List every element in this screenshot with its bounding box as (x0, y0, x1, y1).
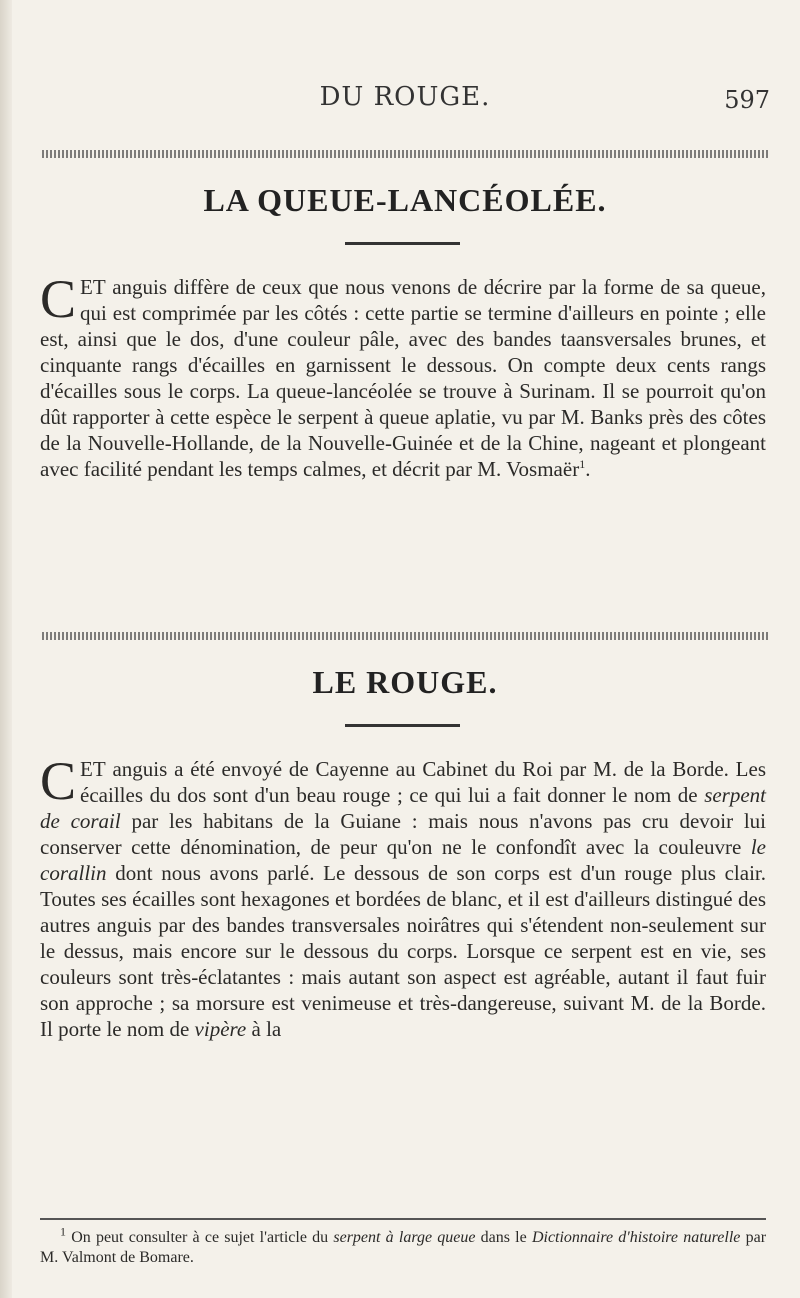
first-word-rest: ET (80, 757, 106, 781)
footnote-italic: Dictionnaire d'histoire naturelle (531, 1229, 741, 1246)
paragraph-text: par les habitans de la Guiane : mais nous n'avons pas cru devoir lui conserver cette dénomination, de peur qu'on ne le confondît avec la couleuvre (40, 809, 767, 859)
ornamental-rule-top (42, 150, 768, 158)
footnote-rule (40, 1218, 766, 1220)
ornamental-rule-middle (42, 632, 768, 640)
running-head (40, 82, 770, 122)
footnote-marker: 1 (60, 1224, 66, 1239)
title-rule (345, 242, 460, 245)
paragraph-queue-lanceolee (40, 269, 767, 482)
footnote (40, 1224, 767, 1268)
paragraph-text: anguis a été envoyé de Cayenne au Cabinet du Roi par M. de la Borde. Les écailles du dos sont d'un beau rouge ; ce qui lui a fait donner le nom de (80, 757, 767, 807)
footnote-text: dans le (480, 1229, 527, 1246)
page-binding-edge (0, 0, 12, 1298)
page-number: 597 (724, 86, 770, 114)
drop-cap: C (40, 751, 77, 811)
section-title-queue-lanceolee: LA QUEUE-LANCÉOLÉE. (203, 182, 607, 218)
paragraph-text: dont nous avons parlé. Le dessous de son corps est d'un rouge plus clair. Toutes ses écailles sont hexagones et bordées de blanc, et il est d'ailleurs distingué des autres anguis par des bandes transversales noirâtres qui s'étendent non-seulement sur le dessus, mais encore sur le dessous du corps. Lorsque ce serpent est en vie, ses couleurs sont très-éclatantes : mais autant son aspect est agréable, autant il faut fuir son approche ; sa morsure est venimeuse et très-dangereuse, suivant M. de la Borde. Il porte le nom de (40, 861, 767, 1041)
footnote-text: On peut consulter à ce sujet l'article du (71, 1229, 329, 1246)
footnote-text: par M. Valmont de Bomare. (40, 1229, 767, 1266)
italic-term: serpent de corail (40, 783, 767, 833)
footnote-reference: 1 (579, 457, 586, 471)
footnote-italic: serpent à large queue (333, 1229, 476, 1246)
running-title: DU ROUGE. (319, 82, 491, 112)
italic-term: vipère (194, 1017, 247, 1041)
paragraph-text: à la (251, 1017, 282, 1041)
section-title-le-rouge: LE ROUGE. (312, 664, 498, 700)
paragraph-le-rouge (40, 751, 767, 1042)
first-word-rest: ET (80, 275, 106, 299)
title-rule (345, 724, 460, 727)
italic-term: le corallin (40, 835, 766, 885)
paragraph-end: . (585, 457, 591, 481)
drop-cap: C (40, 269, 77, 329)
book-page (40, 0, 770, 1298)
paragraph-text: anguis diffère de ceux que nous venons de décrire par la forme de sa queue, qui est comprimée par les côtés : cette partie se termine d'ailleurs en pointe ; elle est, ainsi que le dos, d'une couleur pâle, avec des bandes taansversales brunes, et cinquante rangs d'écailles en garnissent le dessous. On compte deux cents rangs d'écailles sous le corps. La queue-lancéolée se trouve à Surinam. Il se pourroit qu'on dût rapporter à cette espèce le serpent à queue aplatie, vu par M. Banks près des côtes de la Nouvelle-Hollande, de la Nouvelle-Guinée et de la Chine, nageant et plongeant avec facilité pendant les temps calmes, et décrit par M. Vosmaër (40, 275, 767, 481)
